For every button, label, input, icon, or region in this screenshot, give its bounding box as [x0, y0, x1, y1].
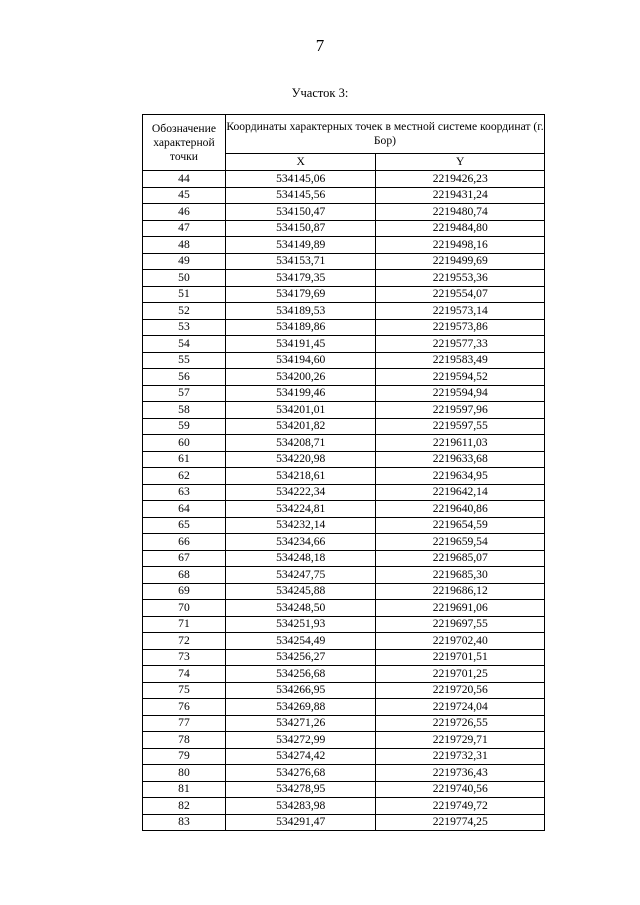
point-number-cell: 77 [143, 715, 226, 732]
x-coordinate-cell: 534191,45 [225, 336, 376, 353]
point-number-cell: 59 [143, 418, 226, 435]
point-number-cell: 46 [143, 204, 226, 221]
y-coordinate-cell: 2219724,04 [376, 699, 545, 716]
table-row [143, 385, 545, 402]
y-coordinate-cell: 2219640,86 [376, 501, 545, 518]
table-row [143, 270, 545, 287]
x-coordinate-cell: 534247,75 [225, 567, 376, 584]
table-row [143, 435, 545, 452]
y-coordinate-cell: 2219573,14 [376, 303, 545, 320]
table-row [143, 534, 545, 551]
table-row [143, 336, 545, 353]
y-coordinate-cell: 2219498,16 [376, 237, 545, 254]
y-coordinate-cell: 2219726,55 [376, 715, 545, 732]
point-number-cell: 67 [143, 550, 226, 567]
y-coordinate-cell: 2219720,56 [376, 682, 545, 699]
point-number-cell: 50 [143, 270, 226, 287]
table-row [143, 237, 545, 254]
y-column-header: Y [376, 154, 545, 171]
y-coordinate-cell: 2219633,68 [376, 451, 545, 468]
x-coordinate-cell: 534224,81 [225, 501, 376, 518]
y-coordinate-cell: 2219611,03 [376, 435, 545, 452]
y-coordinate-cell: 2219583,49 [376, 352, 545, 369]
table-body [143, 171, 545, 831]
y-coordinate-cell: 2219654,59 [376, 517, 545, 534]
x-coordinate-cell: 534222,34 [225, 484, 376, 501]
table-row [143, 204, 545, 221]
x-coordinate-cell: 534266,95 [225, 682, 376, 699]
y-coordinate-cell: 2219685,30 [376, 567, 545, 584]
y-coordinate-cell: 2219749,72 [376, 798, 545, 815]
table-header [143, 115, 545, 171]
table-row [143, 781, 545, 798]
x-coordinate-cell: 534276,68 [225, 765, 376, 782]
y-coordinate-cell: 2219701,51 [376, 649, 545, 666]
point-number-cell: 44 [143, 171, 226, 188]
point-number-cell: 62 [143, 468, 226, 485]
x-coordinate-cell: 534179,69 [225, 286, 376, 303]
table-row [143, 451, 545, 468]
point-number-cell: 56 [143, 369, 226, 386]
x-coordinate-cell: 534149,89 [225, 237, 376, 254]
y-coordinate-cell: 2219659,54 [376, 534, 545, 551]
point-number-cell: 76 [143, 699, 226, 716]
table-row [143, 484, 545, 501]
table-row [143, 253, 545, 270]
table-row [143, 682, 545, 699]
point-number-cell: 49 [143, 253, 226, 270]
table-row [143, 798, 545, 815]
x-coordinate-cell: 534201,82 [225, 418, 376, 435]
table-row [143, 765, 545, 782]
y-coordinate-cell: 2219740,56 [376, 781, 545, 798]
table-row [143, 699, 545, 716]
y-coordinate-cell: 2219597,55 [376, 418, 545, 435]
x-coordinate-cell: 534208,71 [225, 435, 376, 452]
point-number-cell: 82 [143, 798, 226, 815]
y-coordinate-cell: 2219480,74 [376, 204, 545, 221]
point-number-cell: 73 [143, 649, 226, 666]
point-number-cell: 66 [143, 534, 226, 551]
x-coordinate-cell: 534256,27 [225, 649, 376, 666]
table-row [143, 567, 545, 584]
x-column-header: X [225, 154, 376, 171]
point-number-cell: 53 [143, 319, 226, 336]
table-row [143, 550, 545, 567]
x-coordinate-cell: 534248,50 [225, 600, 376, 617]
table-row [143, 583, 545, 600]
x-coordinate-cell: 534218,61 [225, 468, 376, 485]
x-coordinate-cell: 534153,71 [225, 253, 376, 270]
y-coordinate-cell: 2219594,52 [376, 369, 545, 386]
coordinates-header: Координаты характерных точек в местной системе координат (г. Бор) [225, 115, 544, 154]
y-coordinate-cell: 2219774,25 [376, 814, 545, 831]
x-coordinate-cell: 534269,88 [225, 699, 376, 716]
y-coordinate-cell: 2219701,25 [376, 666, 545, 683]
point-number-cell: 60 [143, 435, 226, 452]
y-coordinate-cell: 2219691,06 [376, 600, 545, 617]
point-number-cell: 57 [143, 385, 226, 402]
table-row [143, 732, 545, 749]
x-coordinate-cell: 534145,06 [225, 171, 376, 188]
x-coordinate-cell: 534256,68 [225, 666, 376, 683]
table-row [143, 814, 545, 831]
y-coordinate-cell: 2219484,80 [376, 220, 545, 237]
point-number-cell: 51 [143, 286, 226, 303]
point-number-cell: 54 [143, 336, 226, 353]
table-row [143, 649, 545, 666]
section-title: Участок 3: [291, 86, 349, 100]
x-coordinate-cell: 534291,47 [225, 814, 376, 831]
x-coordinate-cell: 534251,93 [225, 616, 376, 633]
x-coordinate-cell: 534200,26 [225, 369, 376, 386]
point-number-cell: 55 [143, 352, 226, 369]
y-coordinate-cell: 2219685,07 [376, 550, 545, 567]
x-coordinate-cell: 534232,14 [225, 517, 376, 534]
table-row [143, 517, 545, 534]
y-coordinate-cell: 2219426,23 [376, 171, 545, 188]
point-number-cell: 48 [143, 237, 226, 254]
x-coordinate-cell: 534272,99 [225, 732, 376, 749]
point-number-cell: 69 [143, 583, 226, 600]
y-coordinate-cell: 2219736,43 [376, 765, 545, 782]
y-coordinate-cell: 2219577,33 [376, 336, 545, 353]
point-number-cell: 52 [143, 303, 226, 320]
table-row [143, 187, 545, 204]
coordinates-table [142, 114, 545, 831]
y-coordinate-cell: 2219732,31 [376, 748, 545, 765]
y-coordinate-cell: 2219686,12 [376, 583, 545, 600]
point-number-cell: 68 [143, 567, 226, 584]
y-coordinate-cell: 2219729,71 [376, 732, 545, 749]
x-coordinate-cell: 534271,26 [225, 715, 376, 732]
x-coordinate-cell: 534150,87 [225, 220, 376, 237]
x-coordinate-cell: 534248,18 [225, 550, 376, 567]
table-row [143, 352, 545, 369]
y-coordinate-cell: 2219553,36 [376, 270, 545, 287]
y-coordinate-cell: 2219702,40 [376, 633, 545, 650]
y-coordinate-cell: 2219642,14 [376, 484, 545, 501]
table-row [143, 501, 545, 518]
point-number-cell: 70 [143, 600, 226, 617]
table-row [143, 418, 545, 435]
page-number: 7 [315, 36, 325, 55]
y-coordinate-cell: 2219634,95 [376, 468, 545, 485]
table-row [143, 600, 545, 617]
point-number-cell: 83 [143, 814, 226, 831]
y-coordinate-cell: 2219697,55 [376, 616, 545, 633]
point-number-cell: 79 [143, 748, 226, 765]
y-coordinate-cell: 2219573,86 [376, 319, 545, 336]
table-row [143, 286, 545, 303]
x-coordinate-cell: 534283,98 [225, 798, 376, 815]
point-number-cell: 65 [143, 517, 226, 534]
point-number-cell: 78 [143, 732, 226, 749]
point-number-cell: 45 [143, 187, 226, 204]
table-row [143, 402, 545, 419]
x-coordinate-cell: 534189,86 [225, 319, 376, 336]
y-coordinate-cell: 2219554,07 [376, 286, 545, 303]
point-number-cell: 80 [143, 765, 226, 782]
x-coordinate-cell: 534179,35 [225, 270, 376, 287]
table-row [143, 633, 545, 650]
x-coordinate-cell: 534274,42 [225, 748, 376, 765]
table-row [143, 666, 545, 683]
x-coordinate-cell: 534194,60 [225, 352, 376, 369]
y-coordinate-cell: 2219431,24 [376, 187, 545, 204]
point-number-cell: 63 [143, 484, 226, 501]
table-row [143, 468, 545, 485]
table-row [143, 303, 545, 320]
x-coordinate-cell: 534201,01 [225, 402, 376, 419]
point-number-cell: 81 [143, 781, 226, 798]
table-row [143, 616, 545, 633]
x-coordinate-cell: 534278,95 [225, 781, 376, 798]
x-coordinate-cell: 534245,88 [225, 583, 376, 600]
table-row [143, 715, 545, 732]
point-designation-header: Обозначение характерной точки [143, 115, 226, 171]
table-row [143, 171, 545, 188]
y-coordinate-cell: 2219499,69 [376, 253, 545, 270]
x-coordinate-cell: 534189,53 [225, 303, 376, 320]
point-number-cell: 64 [143, 501, 226, 518]
point-number-cell: 71 [143, 616, 226, 633]
point-number-cell: 75 [143, 682, 226, 699]
x-coordinate-cell: 534150,47 [225, 204, 376, 221]
y-coordinate-cell: 2219597,96 [376, 402, 545, 419]
point-number-cell: 58 [143, 402, 226, 419]
x-coordinate-cell: 534234,66 [225, 534, 376, 551]
point-number-cell: 61 [143, 451, 226, 468]
point-number-cell: 74 [143, 666, 226, 683]
point-number-cell: 47 [143, 220, 226, 237]
x-coordinate-cell: 534199,46 [225, 385, 376, 402]
table-row [143, 220, 545, 237]
x-coordinate-cell: 534145,56 [225, 187, 376, 204]
y-coordinate-cell: 2219594,94 [376, 385, 545, 402]
table-row [143, 369, 545, 386]
x-coordinate-cell: 534220,98 [225, 451, 376, 468]
point-number-cell: 72 [143, 633, 226, 650]
table-row [143, 319, 545, 336]
table-row [143, 748, 545, 765]
x-coordinate-cell: 534254,49 [225, 633, 376, 650]
